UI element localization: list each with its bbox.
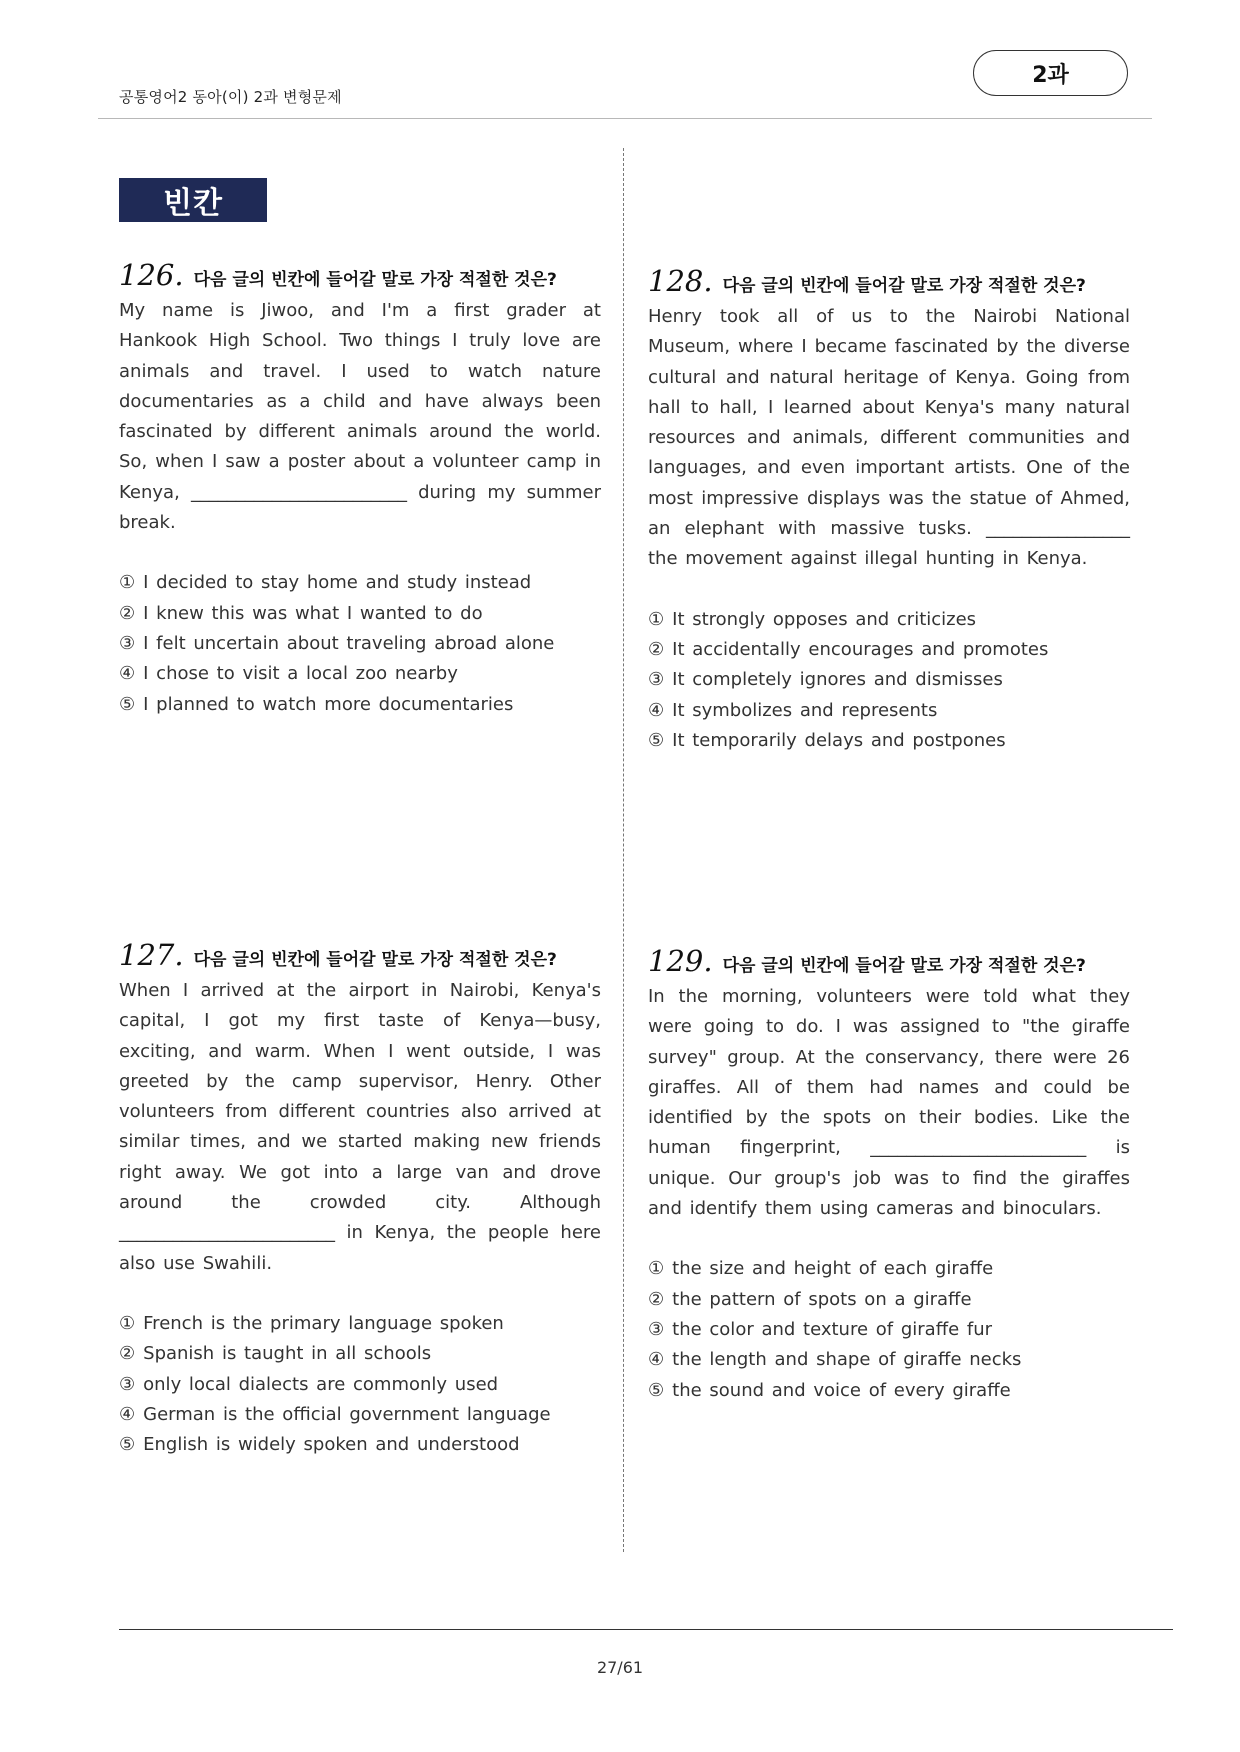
- answer-option-2[interactable]: ② Spanish is taught in all schools: [119, 1343, 432, 1365]
- answer-option-1[interactable]: ① French is the primary language spoken: [119, 1312, 504, 1334]
- answer-option-3[interactable]: ③ I felt uncertain about traveling abroad alone: [119, 632, 555, 654]
- page-number: 27/61: [596, 1658, 644, 1677]
- question-header: [119, 258, 601, 292]
- question-128: [648, 264, 1130, 756]
- answer-option-4[interactable]: ④ It symbolizes and represents: [648, 699, 938, 721]
- answer-option-5[interactable]: ⑤ It temporarily delays and postpones: [648, 729, 1006, 751]
- answer-options: [648, 1254, 1130, 1405]
- question-passage: Henry took all of us to the Nairobi National Museum, where I became fascinated by the diverse cultural and natural heritage of Kenya. Going from hall to hall, I learned about Kenya's many natural resources and animals, different communities and languages, and even important artists. One of the most impressive displays was the statue of Ahmed, an elephant with massive tusks. ________________ the movement against illegal hunting in Kenya.: [648, 306, 1130, 570]
- answer-options: [119, 568, 601, 719]
- question-number: 128.: [648, 264, 713, 298]
- section-title: 빈칸: [119, 178, 267, 222]
- question-passage: My name is Jiwoo, and I'm a first grader at Hankook High School. Two things I truly love are animals and travel. I used to watch nature documentaries as a child and have always been fascinated by different animals around the world. So, when I saw a poster about a volunteer camp in Kenya, ________________________ during my summer break.: [119, 300, 601, 534]
- question-header: [648, 944, 1130, 978]
- answer-option-1[interactable]: ① the size and height of each giraffe: [648, 1258, 994, 1280]
- header-divider: [98, 118, 1152, 119]
- answer-option-2[interactable]: ② the pattern of spots on a giraffe: [648, 1288, 972, 1310]
- question-header: [119, 938, 601, 972]
- question-129: [648, 944, 1130, 1406]
- answer-options: [648, 605, 1130, 756]
- question-passage: In the morning, volunteers were told what they were going to do. I was assigned to "the giraffe survey" group. At the conservancy, there were 26 giraffes. All of them had names and could be identified by the spots on their bodies. Like the human fingerprint, ________________________ is unique. Our group's job was to find the giraffes and identify them using cameras and binoculars.: [648, 986, 1130, 1220]
- answer-option-3[interactable]: ③ only local dialects are commonly used: [119, 1373, 499, 1395]
- answer-options: [119, 1309, 601, 1460]
- answer-option-2[interactable]: ② I knew this was what I wanted to do: [119, 602, 483, 624]
- answer-option-4[interactable]: ④ German is the official government language: [119, 1403, 551, 1425]
- question-header: [648, 264, 1130, 298]
- answer-option-4[interactable]: ④ I chose to visit a local zoo nearby: [119, 663, 458, 685]
- chapter-badge: 2과: [973, 50, 1128, 96]
- answer-option-1[interactable]: ① I decided to stay home and study instead: [119, 572, 532, 594]
- answer-option-5[interactable]: ⑤ I planned to watch more documentaries: [119, 693, 514, 715]
- header-subtitle: 공통영어2 동아(이) 2과 변형문제: [119, 88, 342, 106]
- question-prompt: 다음 글의 빈칸에 들어갈 말로 가장 적절한 것은?: [722, 956, 1086, 976]
- question-prompt: 다음 글의 빈칸에 들어갈 말로 가장 적절한 것은?: [722, 276, 1086, 296]
- answer-option-3[interactable]: ③ It completely ignores and dismisses: [648, 669, 1003, 691]
- question-number: 126.: [119, 258, 184, 292]
- answer-option-5[interactable]: ⑤ English is widely spoken and understood: [119, 1434, 520, 1456]
- answer-option-2[interactable]: ② It accidentally encourages and promotes: [648, 638, 1049, 660]
- question-number: 129.: [648, 944, 713, 978]
- column-divider: [623, 148, 624, 1552]
- question-126: [119, 258, 601, 720]
- question-127: [119, 938, 601, 1460]
- answer-option-1[interactable]: ① It strongly opposes and criticizes: [648, 608, 977, 630]
- question-passage: When I arrived at the airport in Nairobi, Kenya's capital, I got my first taste of Kenya—busy, exciting, and warm. When I went outside, I was greeted by the camp supervisor, Henry. Other volunteers from different countries also arrived at similar times, and we started making new friends right away. We got into a large van and drove around the crowded city. Although ________________________ in Kenya, the people here also use Swahili.: [119, 980, 601, 1274]
- question-prompt: 다음 글의 빈칸에 들어갈 말로 가장 적절한 것은?: [193, 950, 557, 970]
- question-number: 127.: [119, 938, 184, 972]
- answer-option-3[interactable]: ③ the color and texture of giraffe fur: [648, 1318, 993, 1340]
- footer-divider: [119, 1629, 1173, 1630]
- answer-option-4[interactable]: ④ the length and shape of giraffe necks: [648, 1349, 1022, 1371]
- question-prompt: 다음 글의 빈칸에 들어갈 말로 가장 적절한 것은?: [193, 270, 557, 290]
- answer-option-5[interactable]: ⑤ the sound and voice of every giraffe: [648, 1379, 1011, 1401]
